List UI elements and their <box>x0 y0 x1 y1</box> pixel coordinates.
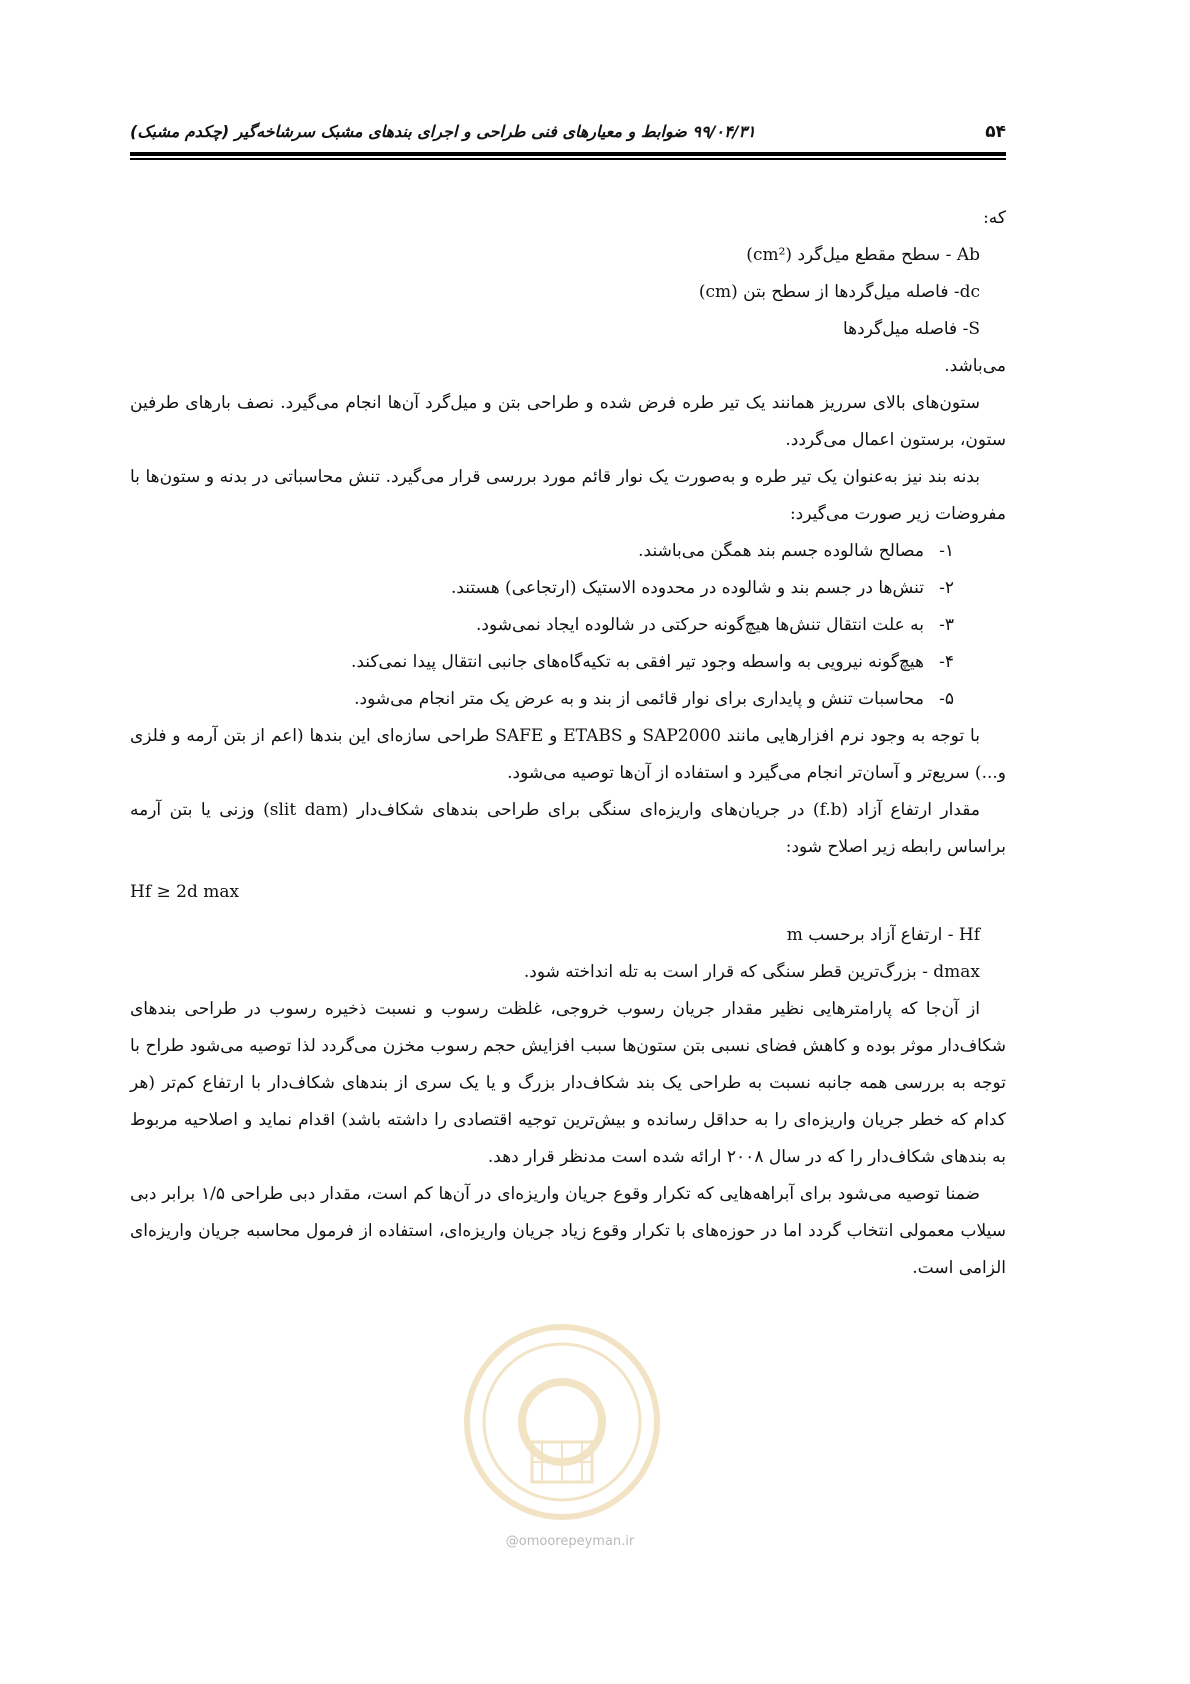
header-rule-thin <box>130 158 1006 160</box>
page-number: ۵۴ <box>985 122 1006 142</box>
intro-text: که: <box>983 208 1006 228</box>
header-rule-thick <box>130 152 1006 156</box>
definition-hf: Hf - ارتفاع آزاد برحسب m <box>786 925 980 945</box>
paragraph-software: با توجه به وجود نرم افزارهایی مانند SAP2000 و ETABS و SAFE طراحی سازه‌ای این بندها (اعم از بتن آرمه و فلزی و...) سریع‌تر و آسان‌تر انجام می‌گیرد و استفاده از آن‌ها توصیه می‌شود. <box>130 726 1006 783</box>
page-header <box>130 118 1006 148</box>
equation: Hf ≥ 2d max <box>130 882 240 902</box>
header-title: ۹۹/۰۴/۳۱ ضوابط و معیارهای فنی طراحی و اجرای بندهای مشبک سرشاخه‌گیر (چکدم مشبک) <box>130 122 756 141</box>
definition-dc: dc- فاصله میل‌گردها از سطح بتن (cm) <box>698 282 980 302</box>
definition-dmax: dmax - بزرگ‌ترین قطر سنگی که قرار است به تله انداخته شود. <box>523 962 980 982</box>
assumptions-list <box>130 533 1006 718</box>
list-item: ۲-تنش‌ها در جسم بند و شالوده در محدوده الاستیک (ارتجاعی) هستند. <box>450 578 954 598</box>
list-item: ۴-هیچ‌گونه نیرویی به واسطه وجود تیر افقی به تکیه‌گاه‌های جانبی انتقال پیدا نمی‌کند. <box>350 652 954 672</box>
list-item: ۵-محاسبات تنش و پایداری برای نوار قائمی از بند و به عرض یک متر انجام می‌شود. <box>354 689 954 709</box>
definition-ab: Ab - سطح مقطع میل‌گرد (cm²) <box>746 245 980 265</box>
list-item: ۱-مصالح شالوده جسم بند همگن می‌باشند. <box>638 541 954 561</box>
paragraph-freeboard: مقدار ارتفاع آزاد (f.b) در جریان‌های واریزه‌ای سنگی برای طراحی بندهای شکاف‌دار (slit dam) وزنی یا بتن آرمه براساس رابطه زیر اصلاح شود: <box>130 800 1006 857</box>
list-item: ۳-به علت انتقال تنش‌ها هیچ‌گونه حرکتی در شالوده ایجاد نمی‌شود. <box>476 615 954 635</box>
document-body <box>130 200 1006 1287</box>
paragraph-recommendation: ضمنا توصیه می‌شود برای آبراهه‌هایی که تکرار وقوع جریان واریزه‌ای در آن‌ها کم است، مقدار دبی طراحی ۱/۵ برابر دبی سیلاب معمولی انتخاب گردد اما در حوزه‌های با تکرار وقوع زیاد جریان واریزه‌ای، استفاده از فرمول محاسبه جریان واریزه‌ای الزامی است. <box>130 1184 1006 1278</box>
watermark-url: @omoorepeyman.ir <box>505 1534 635 1549</box>
watermark-logo-icon <box>462 1322 662 1522</box>
paragraph-slit-dam: از آن‌جا که پارامترهایی نظیر مقدار جریان رسوب خروجی، غلظت رسوب و نسبت ذخیره رسوب در طراحی بندهای شکاف‌دار موثر بوده و کاهش فضای نسبی بتن ستون‌ها سبب افزایش حجم رسوب مخزن می‌گردد لذا توصیه می‌شود طراح با توجه به بررسی همه جانبه نسبت به طراحی یک بند شکاف‌دار بزرگ و یا یک سری از بندهای شکاف‌دار با ارتفاع کم‌تر (هر کدام که خطر جریان واریزه‌ای را به حداقل رسانده و بیش‌ترین توجیه اقتصادی را داشته باشد) اقدام نماید و اصلاحیه مربوط به بندهای شکاف‌دار را که در سال ۲۰۰۸ ارائه شده است مدنظر قرار دهد. <box>130 999 1006 1167</box>
after-definitions: می‌باشد. <box>944 356 1006 376</box>
paragraph-columns: ستون‌های بالای سرریز همانند یک تیر طره فرض شده و طراحی بتن و میل‌گرد آن‌ها انجام می‌گیرد. نصف بارهای طرفین ستون، برستون اعمال می‌گردد. <box>130 393 1006 450</box>
paragraph-body: بدنه بند نیز به‌عنوان یک تیر طره و به‌صورت یک نوار قائم مورد بررسی قرار می‌گیرد. تنش محاسباتی در بدنه و ستون‌ها با مفروضات زیر صورت می‌گیرد: <box>130 467 1006 524</box>
definition-s: S- فاصله میل‌گردها <box>843 319 980 339</box>
